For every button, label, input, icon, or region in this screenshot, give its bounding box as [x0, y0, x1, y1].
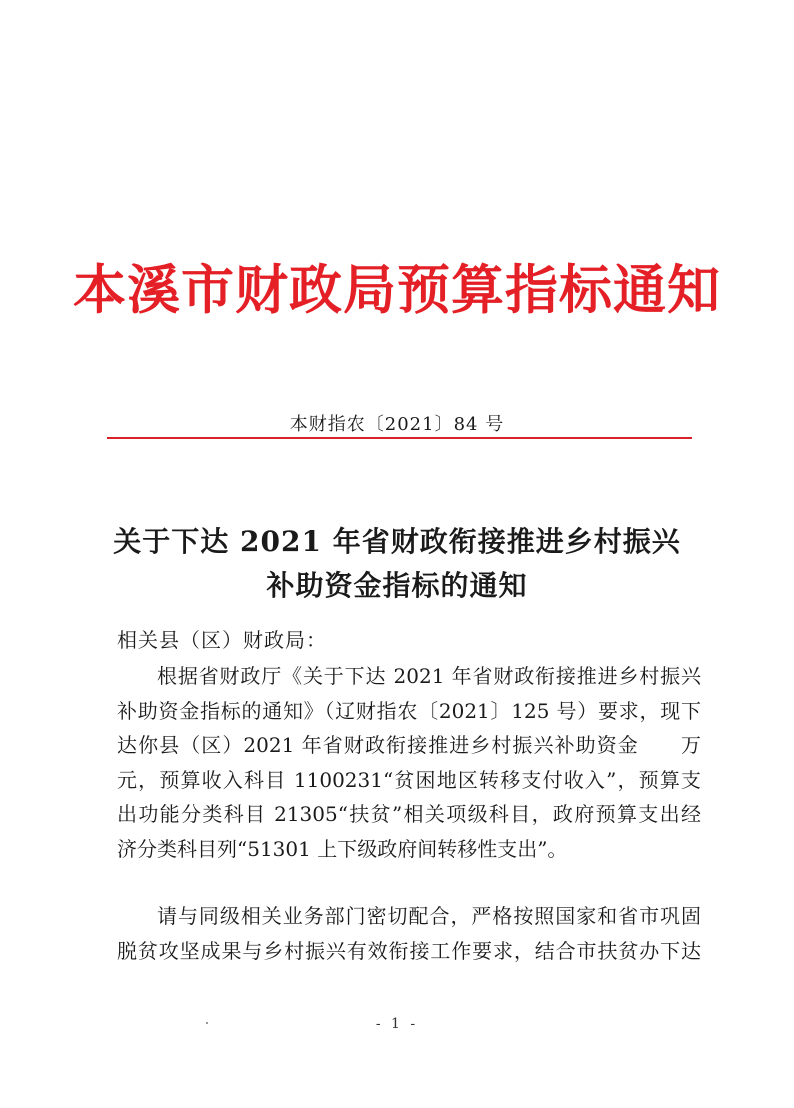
red-divider-line: [107, 437, 692, 439]
page-number: - 1 -: [375, 1016, 419, 1032]
body-paragraph-1: [117, 659, 701, 866]
paragraph-line: 达你县（区）2021 年省财政衔接推进乡村振兴补助资金 万: [117, 733, 701, 757]
masthead-title: 本溪市财政局预算指标通知: [73, 259, 721, 321]
document-number: 本财指农〔2021〕84 号: [289, 414, 505, 435]
body-paragraph-2: [117, 899, 701, 968]
document-title-line-2: 补助资金指标的通知: [266, 569, 528, 602]
paragraph-line: 请与同级相关业务部门密切配合，严格按照国家和省市巩固: [157, 904, 701, 928]
document-title: [60, 520, 734, 608]
paragraph-line: 补助资金指标的通知》（辽财指农〔2021〕125 号）要求，现下: [117, 698, 701, 723]
salutation: 相关县（区）财政局：: [117, 628, 327, 652]
paragraph-line: 脱贫攻坚成果与乡村振兴有效衔接工作要求，结合市扶贫办下达: [117, 938, 701, 963]
paragraph-line: 元，预算收入科目 1100231“贫困地区转移支付收入”，预算支: [117, 767, 701, 792]
document-title-line-1: 关于下达 2021 年省财政衔接推进乡村振兴: [113, 525, 681, 558]
paragraph-line: 济分类科目列“51301 上下级政府间转移性支出”。: [117, 836, 568, 861]
paragraph-line: 根据省财政厅《关于下达 2021 年省财政衔接推进乡村振兴: [157, 664, 701, 688]
paragraph-line: 出功能分类科目 21305“扶贫”相关项级科目，政府预算支出经: [117, 802, 701, 826]
